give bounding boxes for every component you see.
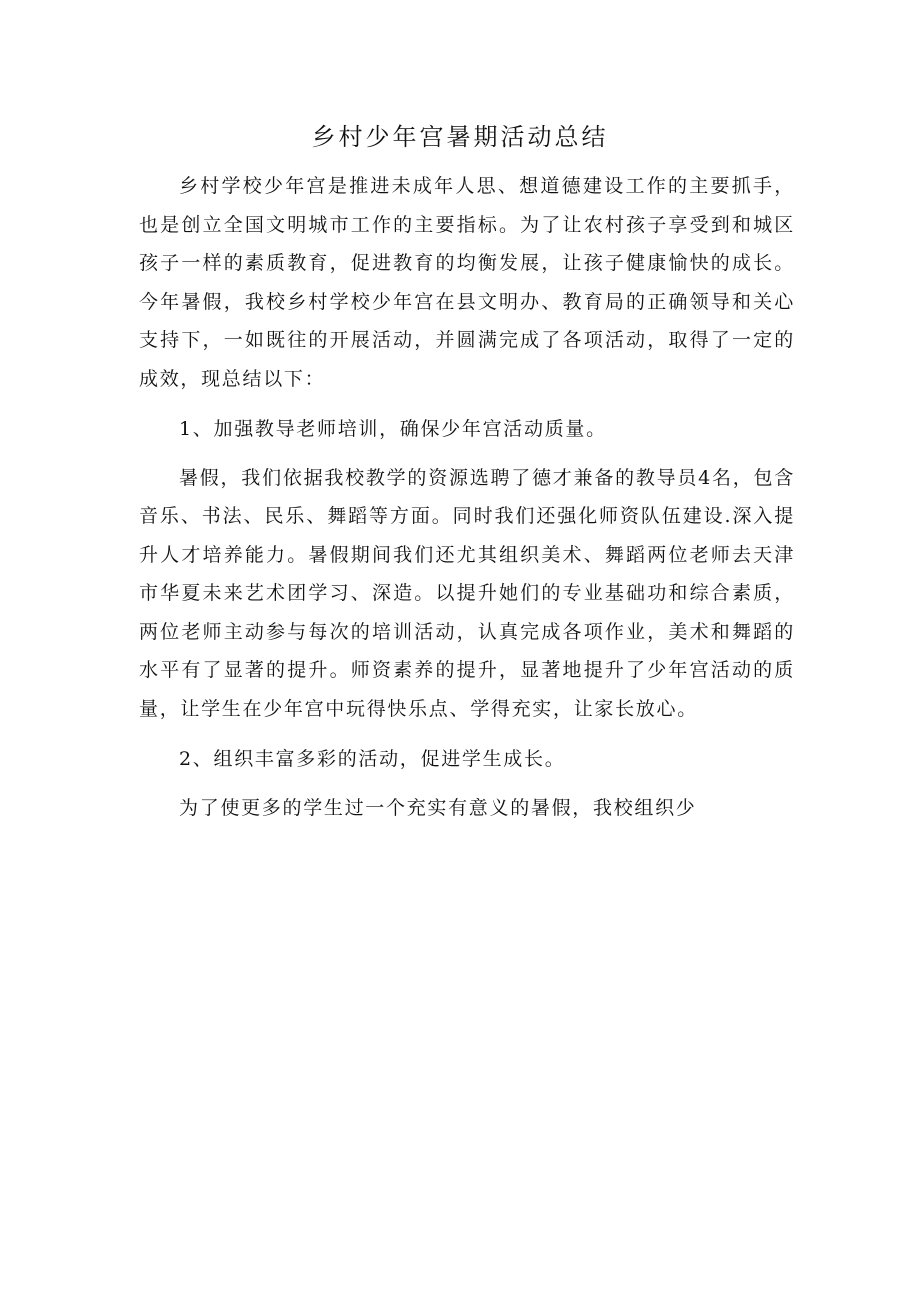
document-title: 乡村少年宫暑期活动总结 bbox=[311, 123, 609, 151]
intro-paragraph: 乡村学校少年宫是推进未成年人思、想道德建设工作的主要抓手，也是创立全国文明城市工作的主要指标。为了让农村孩子享受到和城区孩子一样的素质教育，促进教育的均衡发展，让孩子健康愉快的成长。今年暑假，我校乡村学校少年宫在县文明办、教育局的正确领导和关心支持下，一如既往的开展活动，并圆满完成了各项活动，取得了一定的成效，现总结以下： bbox=[139, 175, 795, 390]
document-body bbox=[139, 167, 795, 827]
section-2-paragraph: 为了使更多的学生过一个充实有意义的暑假，我校组织少 bbox=[179, 796, 697, 819]
section-heading-1: 1、加强教导老师培训，确保少年宫活动质量。 bbox=[179, 418, 607, 440]
section-1-paragraph: 暑假，我们依据我校教学的资源选聘了德才兼备的教导员4名，包含音乐、书法、民乐、舞蹈等方面。同时我们还强化师资队伍建设.深入提升人才培养能力。暑假期间我们还尤其组织美术、舞蹈两位老师去天津市华夏未来艺术团学习、深造。以提升她们的专业基础功和综合素质，两位老师主动参与每次的培训活动，认真完成各项作业，美术和舞蹈的水平有了显著的提升。师资素养的提升，显著地提升了少年宫活动的质量，让学生在少年宫中玩得快乐点、学得充实，让家长放心。 bbox=[139, 466, 795, 720]
section-heading-2: 2、组织丰富多彩的活动，促进学生成长。 bbox=[179, 748, 566, 770]
